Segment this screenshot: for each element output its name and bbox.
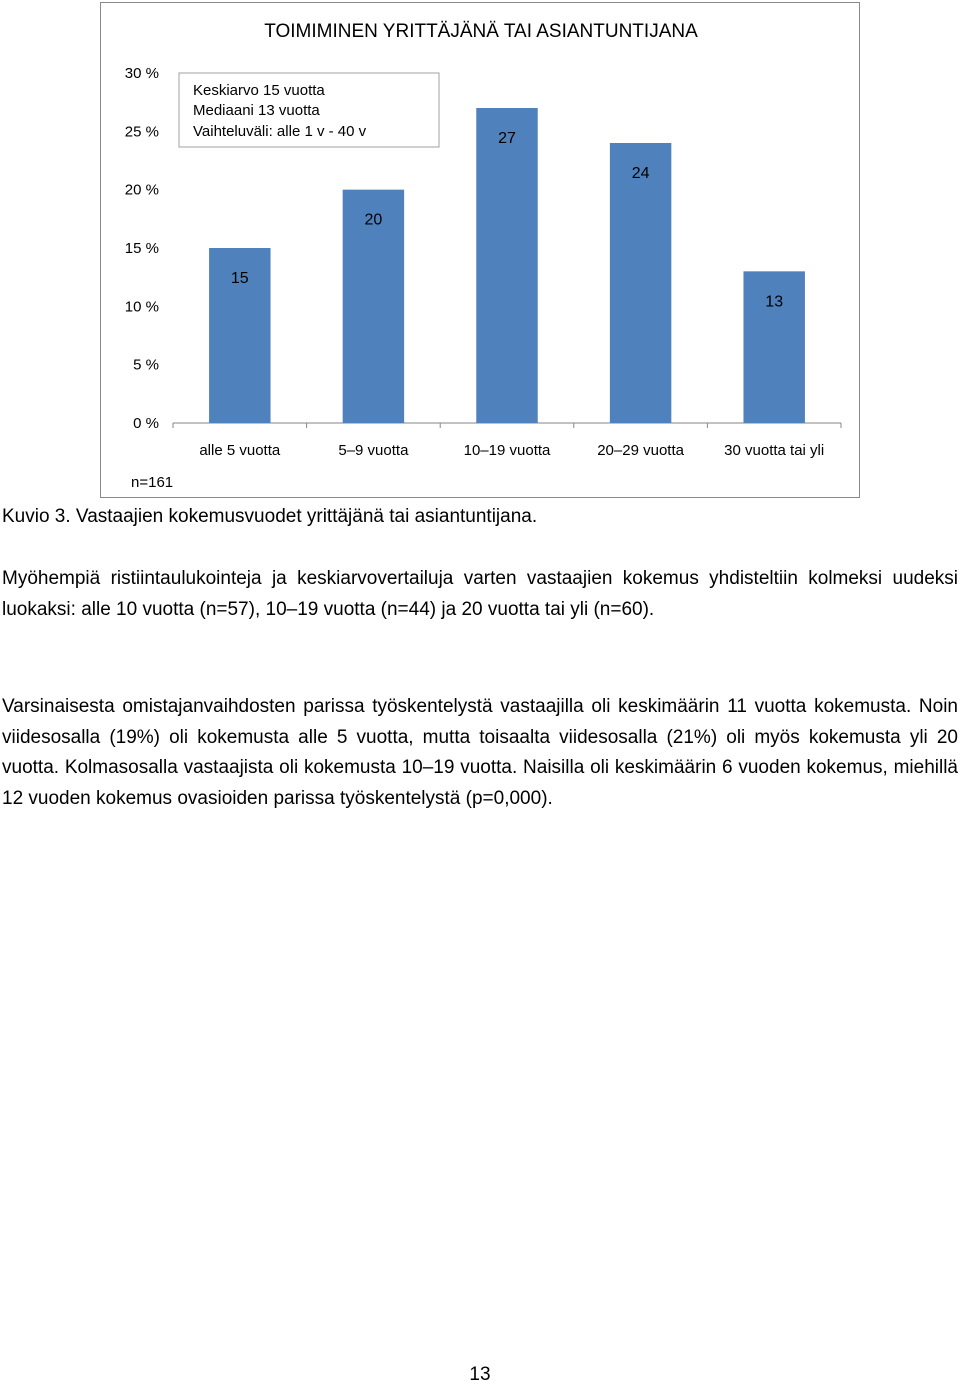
y-tick-label: 5 %: [133, 356, 159, 374]
bar-value-label: 20: [364, 211, 383, 229]
y-tick-label: 15 %: [124, 240, 159, 257]
paragraph-2: Varsinaisesta omistajanvaihdosten parissa työskentelystä vastaajilla oli keskimäärin 11 vuotta kokemusta. Noin viidesosalla (19%) oli kokemusta alle 5 vuotta, mutta toisaalta viidesosalla (21%) oli myös kokemusta yli 20 vuotta. Kolmasosalla vastaajista oli kokemusta 10–19 vuotta. Naisilla oli keskimäärin 6 vuoden kokemus, miehillä 12 vuoden kokemus ovasioiden parissa työskentelystä (p=0,000).: [2, 696, 958, 809]
info-box: [179, 73, 439, 147]
bar-value-label: 15: [230, 270, 249, 287]
y-tick-label: 10 %: [124, 298, 159, 316]
figure-caption: Kuvio 3. Vastaajien kokemusvuodet yrittäjänä tai asiantuntijana.: [2, 506, 538, 527]
y-tick-label: 25 %: [124, 123, 159, 141]
paragraph-1: Myöhempiä ristiintaulukointeja ja keskiarvovertailuja varten vastaajien kokemus yhdisteltiin kolmeksi uudeksi luokaksi: alle 10 vuotta (n=57), 10–19 vuotta (n=44) ja 20 vuotta tai yli (n=60).: [2, 568, 958, 620]
y-tick-label: 0 %: [133, 415, 159, 432]
chart-title: TOIMIMINEN YRITTÄJÄNÄ TAI ASIANTUNTIJANA: [264, 21, 698, 42]
bar-value-label: 27: [498, 130, 516, 147]
bar-value-label: 24: [631, 165, 650, 182]
info-box-line-2: Mediaani 13 vuotta: [193, 102, 320, 119]
x-category-label: alle 5 vuotta: [199, 442, 281, 459]
chart-svg: [101, 3, 861, 499]
x-axis-tick-marks: [173, 423, 841, 428]
sample-size-label: n=161: [131, 474, 174, 491]
info-box-line-1: Keskiarvo 15 vuotta: [193, 82, 325, 99]
bar-value-label: 13: [765, 293, 784, 311]
x-category-label: 10–19 vuotta: [463, 442, 551, 459]
y-tick-label: 30 %: [124, 65, 159, 82]
bars-group: [209, 108, 805, 423]
bar: [476, 108, 537, 423]
x-category-label: 30 vuotta tai yli: [724, 442, 825, 459]
bar: [610, 143, 671, 423]
page-number: 13: [469, 1364, 491, 1385]
y-axis-ticks: [125, 65, 159, 432]
y-tick-label: 20 %: [124, 181, 159, 199]
chart-frame: [100, 2, 860, 498]
x-category-label: 5–9 vuotta: [338, 442, 409, 459]
x-axis-category-labels: [199, 442, 824, 459]
x-category-label: 20–29 vuotta: [597, 442, 684, 459]
info-box-line-3: Vaihteluväli: alle 1 v - 40 v: [193, 123, 367, 140]
